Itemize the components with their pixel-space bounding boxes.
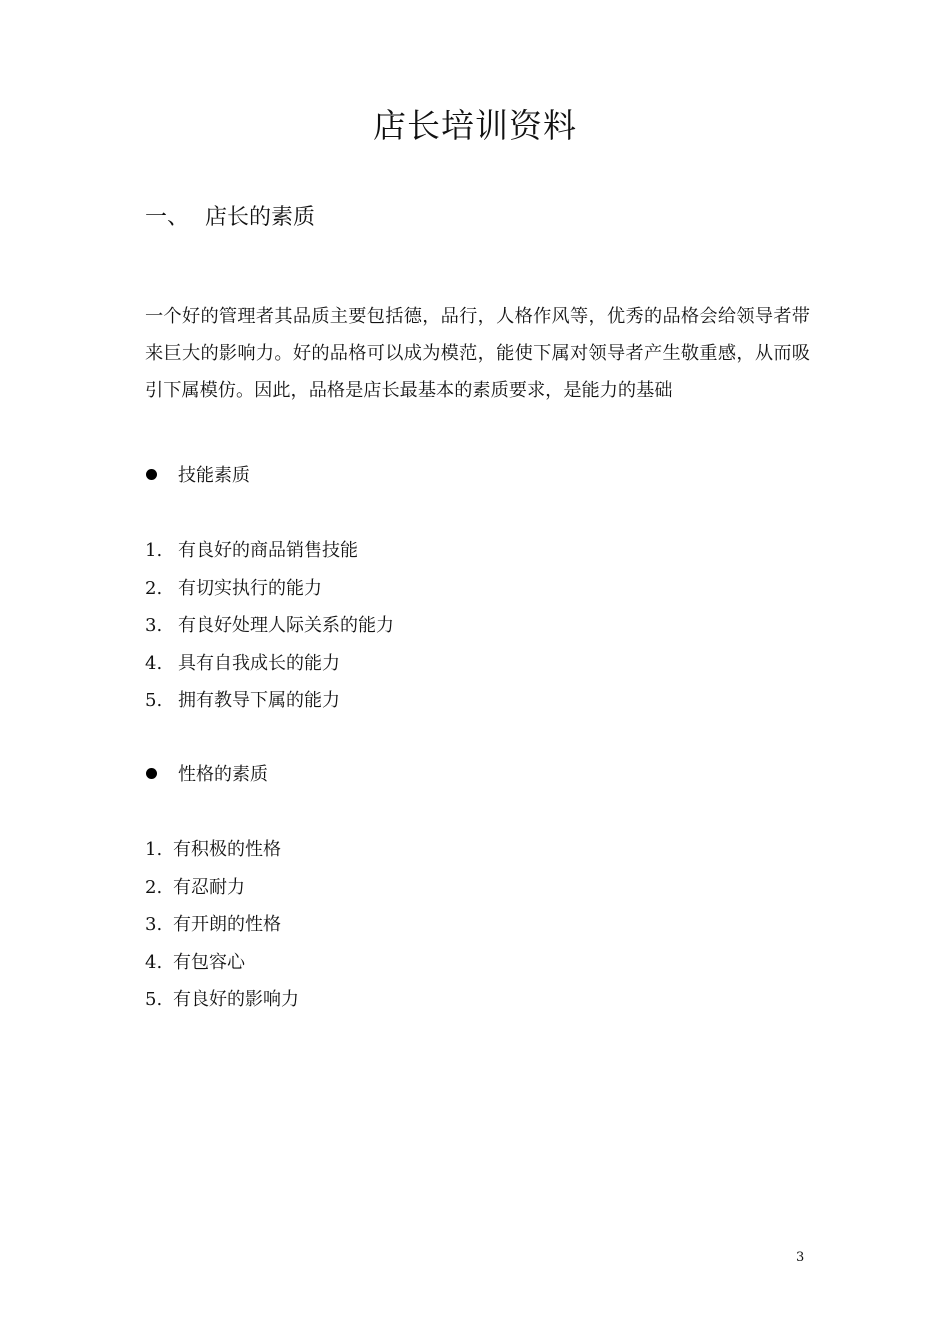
list-item-number: 5. <box>145 690 163 711</box>
personality-heading <box>145 760 268 790</box>
list-item-number: 1. <box>145 839 163 860</box>
list-item <box>145 574 394 612</box>
personality-list <box>145 835 299 1023</box>
list-item-number: 1. <box>145 540 163 561</box>
list-item-number: 4. <box>145 652 163 674</box>
skills-heading <box>145 461 250 491</box>
list-item-text: 有良好处理人际关系的能力 <box>178 615 394 636</box>
personality-heading-label: 性格的素质 <box>178 764 268 785</box>
list-item-text: 有包容心 <box>173 951 245 973</box>
section-heading <box>145 202 315 234</box>
list-item-number: 2. <box>145 876 163 898</box>
list-item <box>145 985 299 1023</box>
list-item-text: 有开朗的性格 <box>173 914 281 935</box>
section-number: 一、 <box>145 205 190 230</box>
list-item-text: 有良好的商品销售技能 <box>178 540 358 561</box>
intro-paragraph: 一个好的管理者其品质主要包括德，品行，人格作风等，优秀的品格会给领导者带来巨大的影响力。好的品格可以成为模范，能使下属对领导者产生敬重感，从而吸引下属模仿。因此，品格是店长最基本的素质要求，是能力的基础 <box>145 306 810 401</box>
list-item-number: 3. <box>145 914 163 935</box>
list-item-number: 4. <box>145 951 163 973</box>
list-item-text: 拥有教导下属的能力 <box>178 690 340 711</box>
list-item-text: 有良好的影响力 <box>173 989 299 1010</box>
list-item <box>145 835 299 873</box>
section-title: 店长的素质 <box>205 205 316 230</box>
list-item-text: 有积极的性格 <box>173 839 281 860</box>
list-item <box>145 536 394 574</box>
list-item-number: 2. <box>145 577 163 599</box>
document-title: 店长培训资料 <box>373 106 577 145</box>
list-item-number: 3. <box>145 615 163 636</box>
list-item-text: 具有自我成长的能力 <box>178 652 340 674</box>
bullet-icon <box>146 469 157 480</box>
list-item-number: 5. <box>145 989 163 1010</box>
list-item <box>145 686 394 724</box>
list-item-text: 有切实执行的能力 <box>178 577 322 599</box>
bullet-icon <box>146 768 157 779</box>
list-item <box>145 948 299 986</box>
list-item-text: 有忍耐力 <box>173 876 245 898</box>
list-item <box>145 649 394 687</box>
page-number: 3 <box>796 1250 805 1265</box>
list-item <box>145 611 394 649</box>
list-item <box>145 910 299 948</box>
list-item <box>145 873 299 911</box>
skills-heading-label: 技能素质 <box>178 465 250 486</box>
skills-list <box>145 536 394 724</box>
